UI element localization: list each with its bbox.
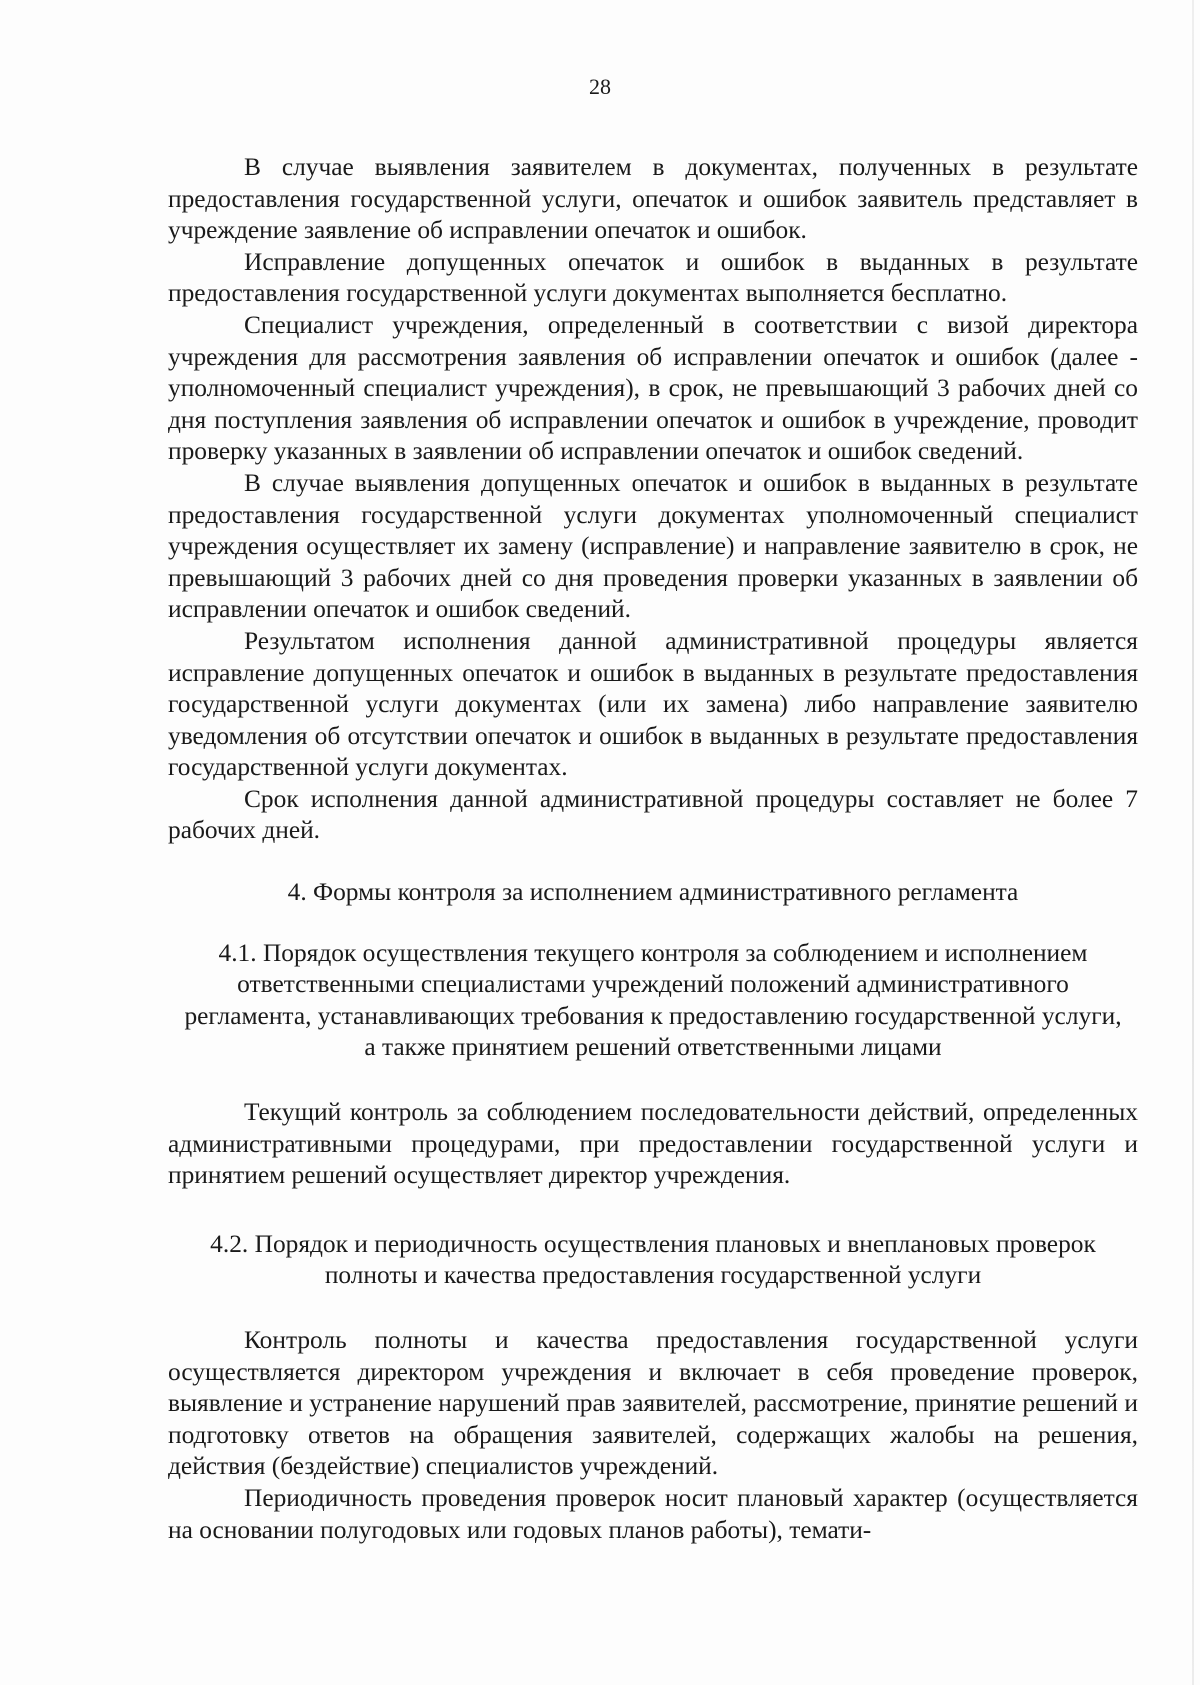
subsection-4-1-title: 4.1. Порядок осуществления текущего контроля за соблюдением и исполнением ответственными специалистами учреждений положений административного регламента, устанавливающих требования к предоставлению государственной услуги, а также принятием решений ответственными лицами [184,938,1122,1062]
paragraph-procedure-result: Результатом исполнения данной административной процедуры является исправление допущенных опечаток и ошибок в выданных в результате предоставления государственной услуги документах (или их замена) либо направление заявителю уведомления об отсутствии опечаток и ошибок в выданных в результате предоставления государственной услуги документах. [168,626,1138,782]
paragraph-specialist-check: Специалист учреждения, определенный в соответствии с визой директора учреждения для рассмотрения заявления об исправлении опечаток и ошибок (далее - уполномоченный специалист учреждения), в срок, не превышающий 3 рабочих дней со дня поступления заявления об исправлении опечаток и ошибок в учреждение, проводит проверку указанных в заявлении об исправлении опечаток и ошибок сведений. [168,310,1138,466]
document-body [168,152,1138,1546]
paragraph-inspection-periodicity: Периодичность проведения проверок носит плановый характер (осуществляется на основании полугодовых или годовых планов работы), темати- [168,1483,1138,1544]
paragraph-replacement: В случае выявления допущенных опечаток и ошибок в выданных в результате предоставления государственной услуги документах уполномоченный специалист учреждения осуществляет их замену (исправление) и направление заявителю в срок, не превышающий 3 рабочих дней со дня проведения проверки указанных в заявлении об исправлении опечаток и ошибок сведений. [168,468,1138,624]
subsection-4-2-title: 4.2. Порядок и периодичность осуществления плановых и внеплановых проверок полноты и качества предоставления государственной услуги [210,1229,1096,1290]
paragraph-current-control: Текущий контроль за соблюдением последовательности действий, определенных административными процедурами, при предоставлении государственной услуги и принятием решений осуществляет директор учреждения. [168,1098,1138,1190]
scan-edge-artifact [1192,0,1194,1685]
page-number: 28 [589,74,611,99]
paragraph-typo-report: В случае выявления заявителем в документах, полученных в результате предоставления государственной услуги, опечаток и ошибок заявитель представляет в учреждение заявление об исправлении опечаток и ошибок. [168,153,1138,245]
paragraph-procedure-term: Срок исполнения данной административной процедуры составляет не более 7 рабочих дней. [168,784,1138,845]
paragraph-correction-free: Исправление допущенных опечаток и ошибок в выданных в результате предоставления государственной услуги документах выполняется бесплатно. [168,247,1138,308]
section-4-title: 4. Формы контроля за исполнением административного регламента [287,878,1019,907]
paragraph-quality-control: Контроль полноты и качества предоставления государственной услуги осуществляется директором учреждения и включает в себя проведение проверок, выявление и устранение нарушений прав заявителей, рассмотрение, принятие решений и подготовку ответов на обращения заявителей, содержащих жалобы на решения, действия (бездействие) специалистов учреждений. [168,1326,1138,1481]
